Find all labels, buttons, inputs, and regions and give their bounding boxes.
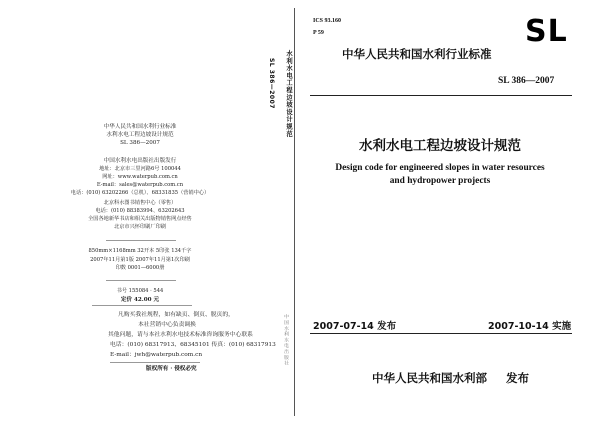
issuer-suffix: 发布: [506, 371, 529, 385]
standard-number: SL 386—2007: [498, 76, 555, 86]
publisher-phone: 电话：(010) 63202266（总机）、68331835（营销中心）: [70, 190, 210, 196]
spine-title: 水利水电工程边坡设计规范: [285, 50, 292, 138]
format-line: 850mm×1168mm 32开本 5印张 134千字: [88, 248, 192, 254]
distribution-note: 全国各地新华书店和相关出版物销售网点经售: [88, 216, 192, 222]
spine-edge: [294, 8, 295, 416]
notice-line: 本社营销中心负责调换: [138, 322, 196, 328]
publisher-email: E-mail：sales@waterpub.com.cn: [96, 182, 184, 188]
edition-line: 2007年11月第1版 2007年11月第1次印刷: [90, 257, 190, 263]
notice-line: 其他问题，请与本社水利水电技术标准咨询服务中心联系: [108, 332, 253, 338]
sl-logo: SL: [525, 14, 568, 49]
issuer: 中华人民共和国水利部: [372, 371, 487, 385]
printer: 北京市兴怀印刷厂印刷: [114, 224, 166, 230]
title-en-line1: Design code for engineered slopes in water resources: [335, 163, 545, 173]
retail-phone: 电话：(010) 88383994、63202643: [95, 208, 185, 214]
spine-publisher: 中国水利水电出版社: [283, 314, 288, 367]
divider: [92, 305, 192, 306]
isbn: 书号 155084 · 544: [116, 288, 164, 294]
price: 定价 42.00 元: [120, 297, 160, 303]
notice-line: 凡购买我社规程，如有缺页、倒页、脱页的，: [118, 312, 234, 318]
spine-std-no: SL 386—2007: [268, 58, 275, 109]
issue-date: 2007-07-14 发布: [313, 321, 397, 332]
title-en-line2: and hydropower projects: [389, 176, 491, 186]
cip-series: 中华人民共和国水利行业标准: [103, 124, 177, 130]
standard-category: 中华人民共和国水利行业标准: [342, 47, 492, 61]
ics-code: ICS 93.160: [313, 18, 342, 24]
title-cn: 水利水电工程边坡设计规范: [359, 138, 521, 154]
divider: [106, 280, 176, 281]
rights-notice: 版权所有 · 侵权必究: [146, 366, 197, 372]
publisher-website: 网址：www.waterpub.com.cn: [102, 174, 178, 180]
cip-title: 水利水电工程边坡设计规范: [106, 132, 174, 138]
cip-std-no: SL 386—2007: [120, 140, 160, 146]
top-rule: [310, 95, 572, 96]
divider: [110, 362, 200, 363]
publisher-address: 地址：北京市三里河路6号 100044: [99, 166, 181, 172]
notice-line: 电话：(010) 68317913、68345101 传真：(010) 68317913: [110, 342, 276, 348]
notice-line: E-mail：jwh@waterpub.com.cn: [110, 352, 203, 358]
effective-date: 2007-10-14 实施: [488, 321, 572, 332]
divider: [106, 240, 176, 241]
bottom-rule: [310, 333, 572, 334]
p-code: P 59: [313, 30, 324, 36]
print-run: 印数 0001—6000册: [115, 265, 165, 271]
publisher-name: 中国水利水电出版社出版发行: [103, 158, 177, 164]
retail-center: 北京科水图书销售中心（零售）: [103, 200, 177, 206]
